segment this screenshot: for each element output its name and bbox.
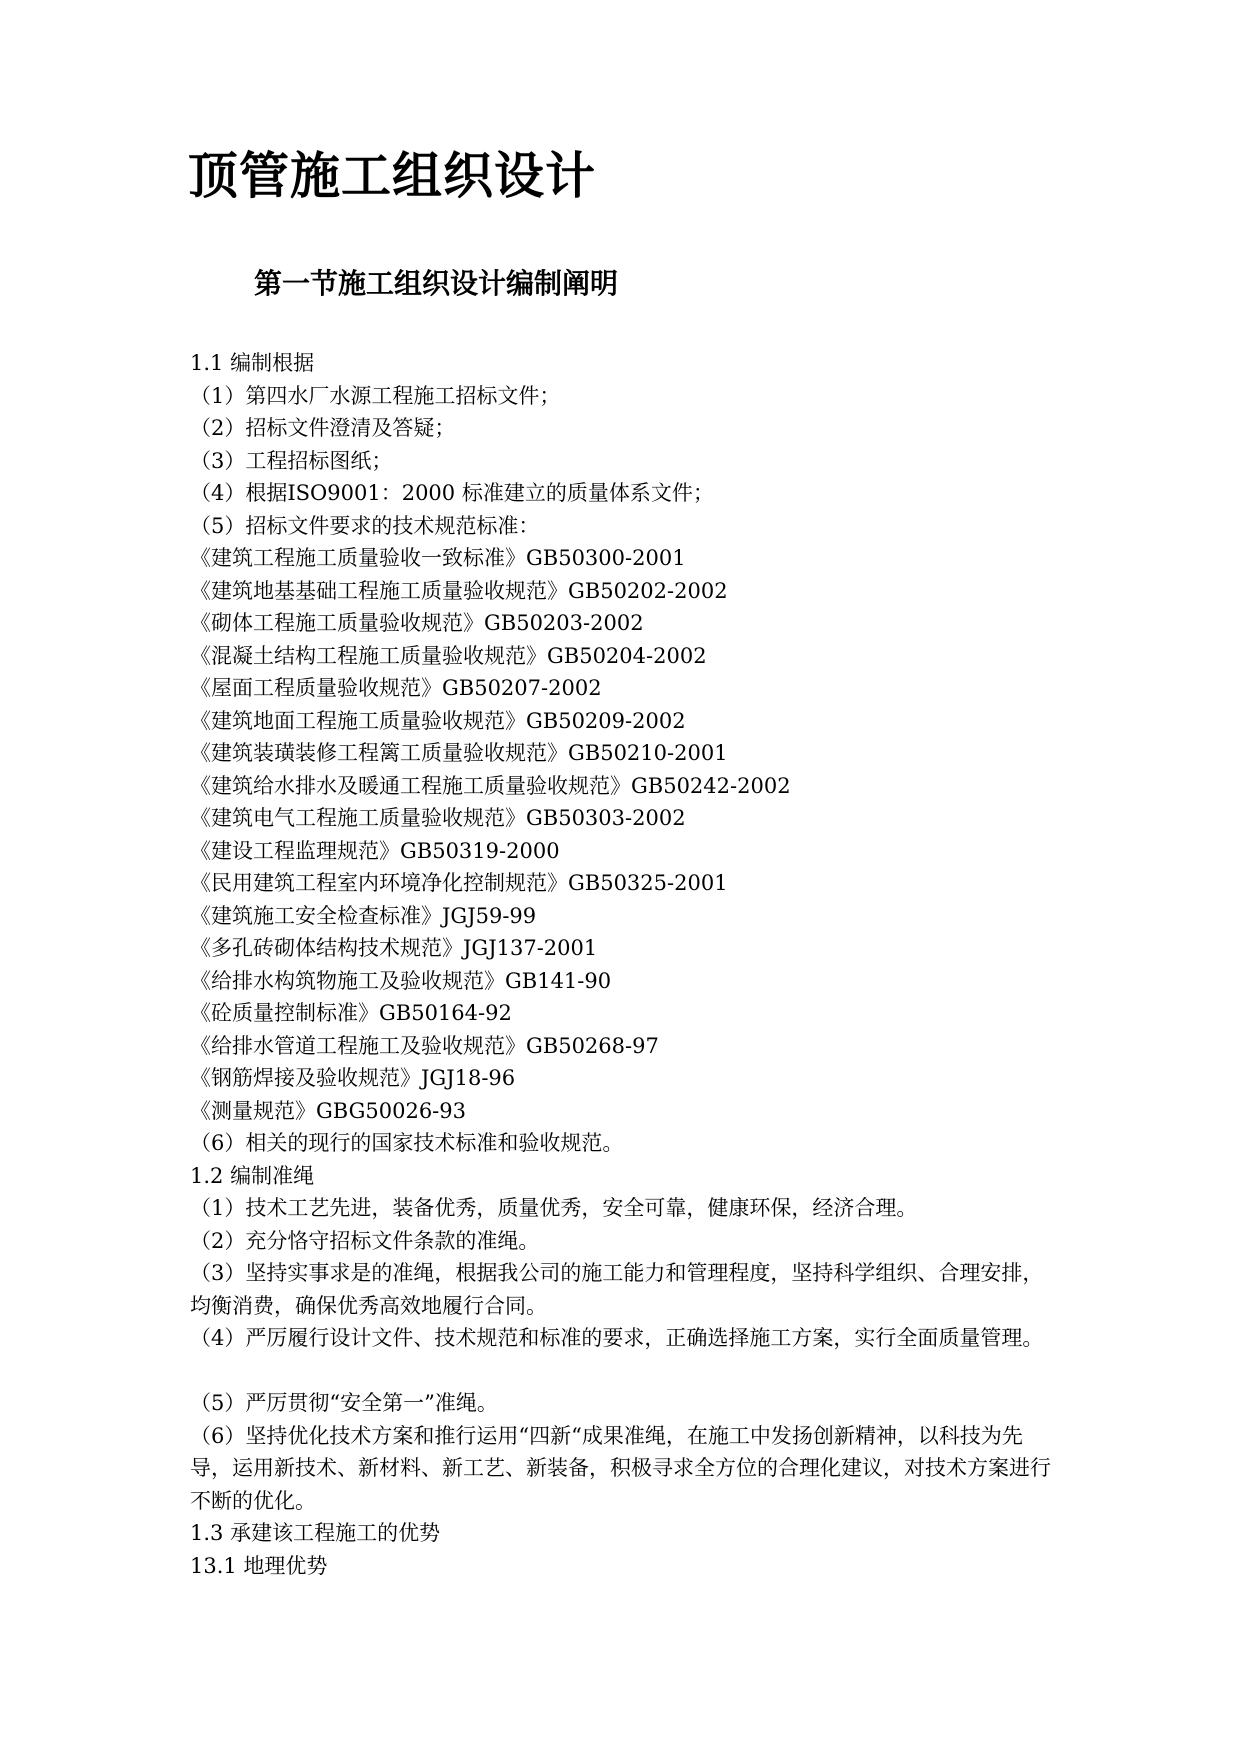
standard-item: 《给排水管道工程施工及验收规范》GB50268-97	[190, 1033, 659, 1058]
standard-item: 《建筑给水排水及暖通工程施工质量验收规范》GB50242-2002	[190, 773, 791, 798]
heading-1-2: 1.2 编制准绳	[190, 1163, 315, 1188]
principle-item-2: （2）充分恪守招标文件条款的准绳。	[190, 1228, 540, 1253]
standard-item: 《砼质量控制标准》GB50164-92	[190, 1001, 512, 1025]
standard-item: 《砌体工程施工质量验收规范》GB50203-2002	[190, 611, 644, 635]
document-body	[190, 347, 1060, 1582]
principle-item-5: （5）严厉贯彻“安全第一”准绳。	[190, 1391, 498, 1415]
heading-1-1: 1.1 编制根据	[190, 351, 315, 375]
standard-item: 《给排水构筑物施工及验收规范》GB141-90	[190, 968, 612, 993]
principle-item-3: （3）坚持实事求是的准绳，根据我公司的施工能力和管理程度，坚持科学组织、合理安排，均衡消费，确保优秀高效地履行合同。	[190, 1261, 1044, 1318]
standard-item: 《建筑地面工程施工质量验收规范》GB50209-2002	[190, 708, 686, 733]
standard-item: 《多孔砖砌体结构技术规范》JGJ137-2001	[190, 936, 598, 960]
standard-item: 《混凝土结构工程施工质量验收规范》GB50204-2002	[190, 643, 707, 668]
heading-1-3: 1.3 承建该工程施工的优势	[190, 1521, 441, 1545]
standard-item: 《建筑施工安全检查标准》JGJ59-99	[190, 903, 537, 928]
standard-item: 《屋面工程质量验收规范》GB50207-2002	[190, 676, 602, 700]
basis-item-2: （2）招标文件澄清及答疑；	[190, 416, 456, 440]
basis-item-5: （5）招标文件要求的技术规范标准：	[190, 513, 540, 538]
standard-item: 《建筑装璜装修工程篱工质量验收规范》GB50210-2001	[190, 741, 728, 765]
basis-item-1: （1）第四水厂水源工程施工招标文件；	[190, 383, 561, 408]
document-title: 顶管施工组织设计	[188, 147, 596, 205]
heading-1-3-1: 13.1 地理优势	[190, 1553, 328, 1578]
basis-item-3: （3）工程招标图纸；	[190, 448, 393, 473]
basis-item-4: （4）根据ISO9001：2000 标准建立的质量体系文件；	[190, 481, 714, 505]
standard-item: 《建筑地基基础工程施工质量验收规范》GB50202-2002	[190, 578, 728, 603]
standard-item: 《建设工程监理规范》GB50319-2000	[190, 838, 560, 863]
principle-item-6: （6）坚持优化技术方案和推行运用“四新“成果准绳，在施工中发扬创新精神，以科技为先导，运用新技术、新材料、新工艺、新装备，积极寻求全方位的合理化建议，对技术方案进行不断的优化。	[190, 1423, 1051, 1513]
section-title: 第一节施工组织设计编制阐明	[254, 267, 619, 300]
standard-item: 《测量规范》GBG50026-93	[190, 1098, 466, 1123]
standard-item: 《钢筋焊接及验收规范》JGJ18-96	[190, 1066, 516, 1090]
standard-item: 《建筑工程施工质量验收一致标准》GB50300-2001	[190, 546, 686, 570]
basis-item-6: （6）相关的现行的国家技术标准和验收规范。	[190, 1131, 624, 1155]
principle-item-4: （4）严厉履行设计文件、技术规范和标准的要求，正确选择施工方案，实行全面质量管理。	[190, 1326, 1044, 1350]
principle-item-1: （1）技术工艺先进，装备优秀，质量优秀，安全可靠，健康环保，经济合理。	[190, 1196, 918, 1220]
standard-item: 《建筑电气工程施工质量验收规范》GB50303-2002	[190, 806, 686, 830]
standard-item: 《民用建筑工程室内环境净化控制规范》GB50325-2001	[190, 871, 728, 895]
